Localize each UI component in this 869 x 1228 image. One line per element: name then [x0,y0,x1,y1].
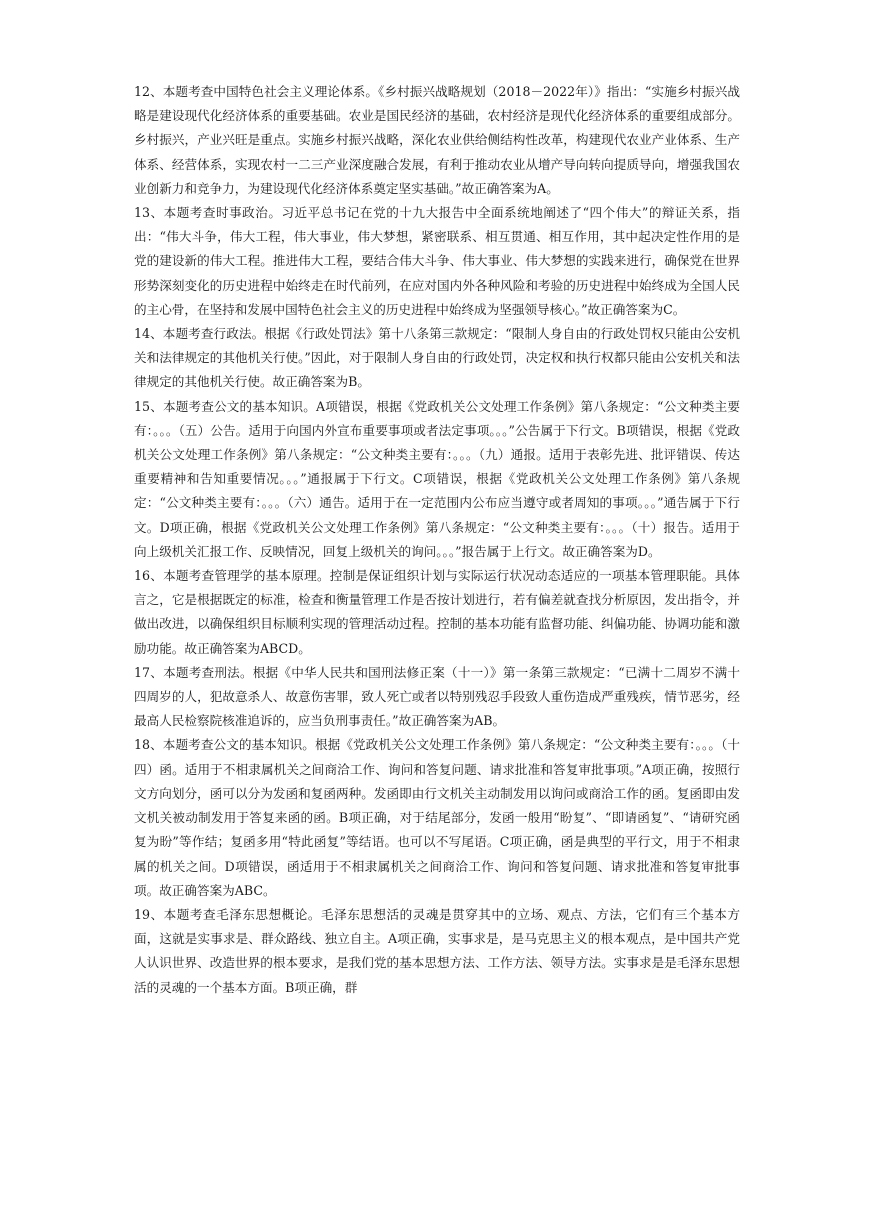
document-page [134,80,740,1000]
answer-paragraph-14: 14、本题考查行政法。根据《行政处罚法》第十八条第三款规定：“限制人身自由的行政处罚权只能由公安机关和法律规定的其他机关行使。”因此，对于限制人身自由的行政处罚，决定权和执行权都只能由公安机关和法律规定的其他机关行使。故正确答案为B。 [134,326,740,390]
answer-paragraph-19: 19、本题考查毛泽东思想概论。毛泽东思想活的灵魂是贯穿其中的立场、观点、方法，它们有三个基本方面，这就是实事求是、群众路线、独立自主。A项正确，实事求是，是马克思主义的根本观点，是中国共产党人认识世界、改造世界的根本要求，是我们党的基本思想方法、工作方法、领导方法。实事求是是毛泽东思想活的灵魂的一个基本方面。B项正确，群 [134,906,740,995]
answer-paragraph-17: 17、本题考查刑法。根据《中华人民共和国刑法修正案（十一）》第一条第三款规定：“已满十二周岁不满十四周岁的人，犯故意杀人、故意伤害罪，致人死亡或者以特别残忍手段致人重伤造成严重残疾，情节恶劣，经最高人民检察院核准追诉的，应当负刑事责任。”故正确答案为AB。 [134,664,740,729]
answer-paragraph-18: 18、本题考查公文的基本知识。根据《党政机关公文处理工作条例》第八条规定：“公文种类主要有：。。。（十四）函。适用于不相隶属机关之间商洽工作、询问和答复问题、请求批准和答复审批事项。”A项正确，按照行文方向划分，函可以分为发函和复函两种。发函即由行文机关主动制发用以询问或商洽工作的函。复函即由发文机关被动制发用于答复来函的函。B项正确，对于结尾部分，发函一般用“盼复”、“即请函复”、“请研究函复为盼”等作结；复函多用“特此函复”等结语。也可以不写尾语。C项正确，函是典型的平行文，用于不相隶属的机关之间。D项错误，函适用于不相隶属机关之间商洽工作、询问和答复问题、请求批准和答复审批事项。故正确答案为ABC。 [134,737,740,898]
answer-paragraph-15: 15、本题考查公文的基本知识。A项错误，根据《党政机关公文处理工作条例》第八条规定：“公文种类主要有：。。。（五）公告。适用于向国内外宣布重要事项或者法定事项。。。”公告属于下行文。B项错误，根据《党政机关公文处理工作条例》第八条规定：“公文种类主要有：。。。（九）通报。适用于表彰先进、批评错误、传达重要精神和告知重要情况。。。”通报属于下行文。C项错误，根据《党政机关公文处理工作条例》第八条规定：“公文种类主要有：。。。（六）通告。适用于在一定范围内公布应当遵守或者周知的事项。。。”通告属于下行文。D项正确，根据《党政机关公文处理工作条例》第八条规定：“公文种类主要有：。。。（十）报告。适用于向上级机关汇报工作、反映情况，回复上级机关的询问。。。”报告属于上行文。故正确答案为D。 [134,398,740,559]
answer-paragraph-13: 13、本题考查时事政治。习近平总书记在党的十九大报告中全面系统地阐述了“四个伟大”的辩证关系，指出：“伟大斗争，伟大工程，伟大事业，伟大梦想，紧密联系、相互贯通、相互作用，其中起决定性作用的是党的建设新的伟大工程。推进伟大工程，要结合伟大斗争、伟大事业、伟大梦想的实践来进行，确保党在世界形势深刻变化的历史进程中始终走在时代前列，在应对国内外各种风险和考验的历史进程中始终成为全国人民的主心骨，在坚持和发展中国特色社会主义的历史进程中始终成为坚强领导核心。”故正确答案为C。 [134,205,740,317]
answer-paragraph-16: 16、本题考查管理学的基本原理。控制是保证组织计划与实际运行状况动态适应的一项基本管理职能。具体言之，它是根据既定的标准，检查和衡量管理工作是否按计划进行，若有偏差就查找分析原因，发出指令，并做出改进，以确保组织目标顺利实现的管理活动过程。控制的基本功能有监督功能、纠偏功能、协调功能和激励功能。故正确答案为ABCD。 [134,568,740,656]
answer-paragraph-12: 12、本题考查中国特色社会主义理论体系。《乡村振兴战略规划（2018－2022年）》指出：“实施乡村振兴战略是建设现代化经济体系的重要基础。农业是国民经济的基础，农村经济是现代化经济体系的重要组成部分。乡村振兴，产业兴旺是重点。实施乡村振兴战略，深化农业供给侧结构性改革，构建现代农业产业体系、生产体系、经营体系，实现农村一二三产业深度融合发展，有利于推动农业从增产导向转向提质导向，增强我国农业创新力和竞争力，为建设现代化经济体系奠定坚实基础。”故正确答案为A。 [134,84,740,196]
